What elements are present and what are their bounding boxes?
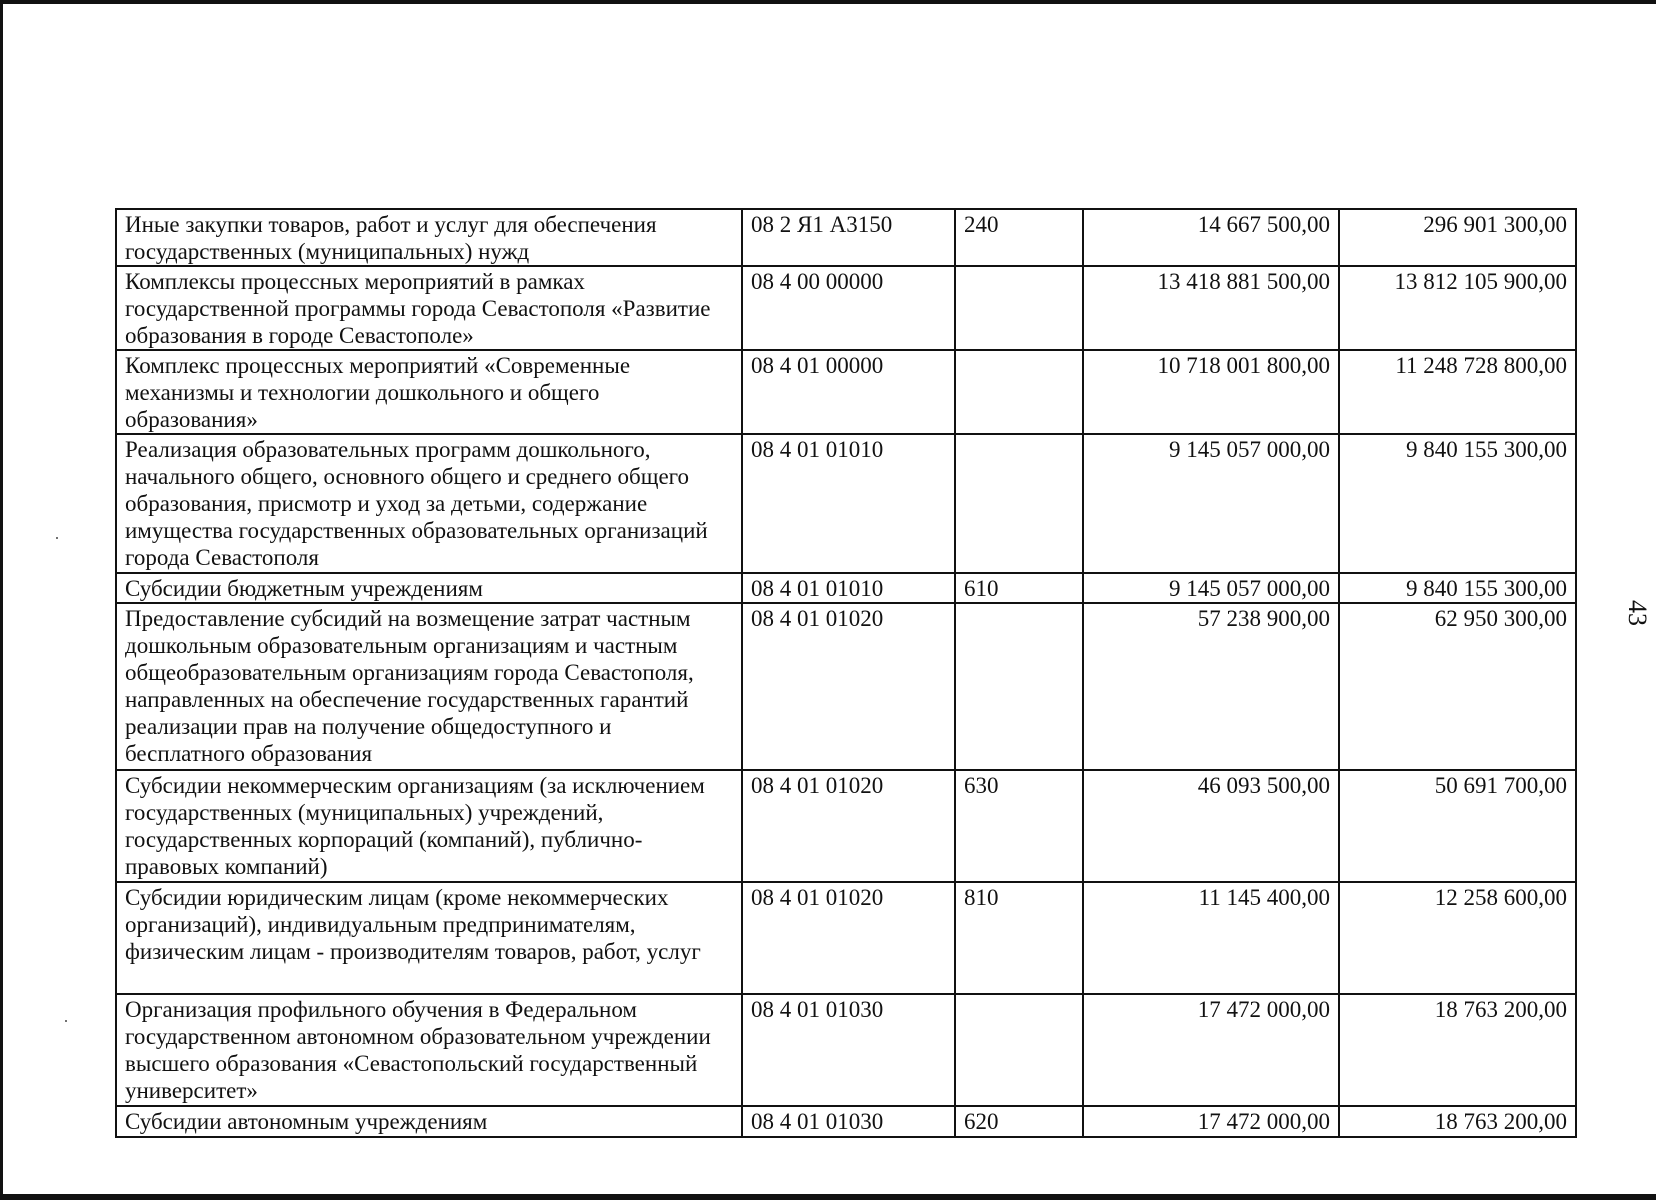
cell-sum-2: 18 763 200,00 [1339,994,1576,1106]
budget-table [115,208,1577,1138]
table-row [116,603,1576,770]
table-row [116,994,1576,1106]
cell-vr: 240 [955,209,1083,266]
cell-name: Субсидии бюджетным учреждениям [116,573,742,603]
cell-vr: 610 [955,573,1083,603]
cell-name: Субсидии юридическим лицам (кроме некоммерческих организаций), индивидуальным предпринимателям, физическим лицам - производителям товаров, работ, услуг [116,882,742,994]
cell-vr [955,350,1083,434]
cell-sum-2: 12 258 600,00 [1339,882,1576,994]
cell-sum-2: 9 840 155 300,00 [1339,434,1576,573]
cell-code: 08 4 01 01030 [742,1106,955,1137]
table-row [116,266,1576,350]
table-row [116,770,1576,882]
cell-sum-1: 17 472 000,00 [1083,994,1339,1106]
cell-sum-1: 9 145 057 000,00 [1083,573,1339,603]
scan-speck [65,1020,67,1022]
cell-sum-1: 13 418 881 500,00 [1083,266,1339,350]
cell-code: 08 4 01 01010 [742,573,955,603]
cell-sum-1: 14 667 500,00 [1083,209,1339,266]
cell-name: Реализация образовательных программ дошкольного, начального общего, основного общего и среднего общего образования, присмотр и уход за детьми, содержание имущества государственных образовательных организаций города Севастополя [116,434,742,573]
cell-name: Организация профильного обучения в Федеральном государственном автономном образовательном учреждении высшего образования «Севастопольский государственный университет» [116,994,742,1106]
cell-vr: 630 [955,770,1083,882]
cell-vr [955,994,1083,1106]
table-row [116,350,1576,434]
table-row [116,434,1576,573]
cell-name: Комплексы процессных мероприятий в рамках государственной программы города Севастополя «Развитие образования в городе Севастополе» [116,266,742,350]
table-row [116,1106,1576,1137]
cell-code: 08 4 01 01010 [742,434,955,573]
cell-vr: 810 [955,882,1083,994]
cell-name: Субсидии автономным учреждениям [116,1106,742,1137]
cell-sum-1: 57 238 900,00 [1083,603,1339,770]
scan-speck [56,537,58,539]
cell-code: 08 4 01 01030 [742,994,955,1106]
cell-vr [955,603,1083,770]
cell-vr: 620 [955,1106,1083,1137]
scan-border-top [0,0,1656,4]
scan-border-left [0,0,3,1200]
page-number: 43 [1623,600,1652,626]
cell-name: Комплекс процессных мероприятий «Современные механизмы и технологии дошкольного и общего образования» [116,350,742,434]
cell-vr [955,266,1083,350]
cell-code: 08 4 01 01020 [742,770,955,882]
cell-name: Иные закупки товаров, работ и услуг для обеспечения государственных (муниципальных) нужд [116,209,742,266]
cell-code: 08 4 01 01020 [742,882,955,994]
cell-sum-2: 13 812 105 900,00 [1339,266,1576,350]
cell-code: 08 2 Я1 А3150 [742,209,955,266]
cell-sum-1: 17 472 000,00 [1083,1106,1339,1137]
budget-table-body [116,209,1576,1137]
scan-border-bottom [0,1194,1656,1200]
cell-code: 08 4 01 00000 [742,350,955,434]
cell-vr [955,434,1083,573]
cell-sum-2: 50 691 700,00 [1339,770,1576,882]
cell-name: Предоставление субсидий на возмещение затрат частным дошкольным образовательным организациям и частным общеобразовательным организациям города Севастополя, направленных на обеспечение государственных гарантий реализации прав на получение общедоступного и бесплатного образования [116,603,742,770]
cell-sum-1: 11 145 400,00 [1083,882,1339,994]
cell-sum-2: 296 901 300,00 [1339,209,1576,266]
cell-sum-2: 11 248 728 800,00 [1339,350,1576,434]
cell-sum-1: 9 145 057 000,00 [1083,434,1339,573]
table-row [116,573,1576,603]
cell-sum-1: 10 718 001 800,00 [1083,350,1339,434]
cell-sum-2: 18 763 200,00 [1339,1106,1576,1137]
cell-sum-2: 9 840 155 300,00 [1339,573,1576,603]
cell-code: 08 4 00 00000 [742,266,955,350]
cell-name: Субсидии некоммерческим организациям (за исключением государственных (муниципальных) учреждений, государственных корпораций (компаний), публично-правовых компаний) [116,770,742,882]
cell-code: 08 4 01 01020 [742,603,955,770]
table-row [116,209,1576,266]
table-row [116,882,1576,994]
cell-sum-1: 46 093 500,00 [1083,770,1339,882]
cell-sum-2: 62 950 300,00 [1339,603,1576,770]
